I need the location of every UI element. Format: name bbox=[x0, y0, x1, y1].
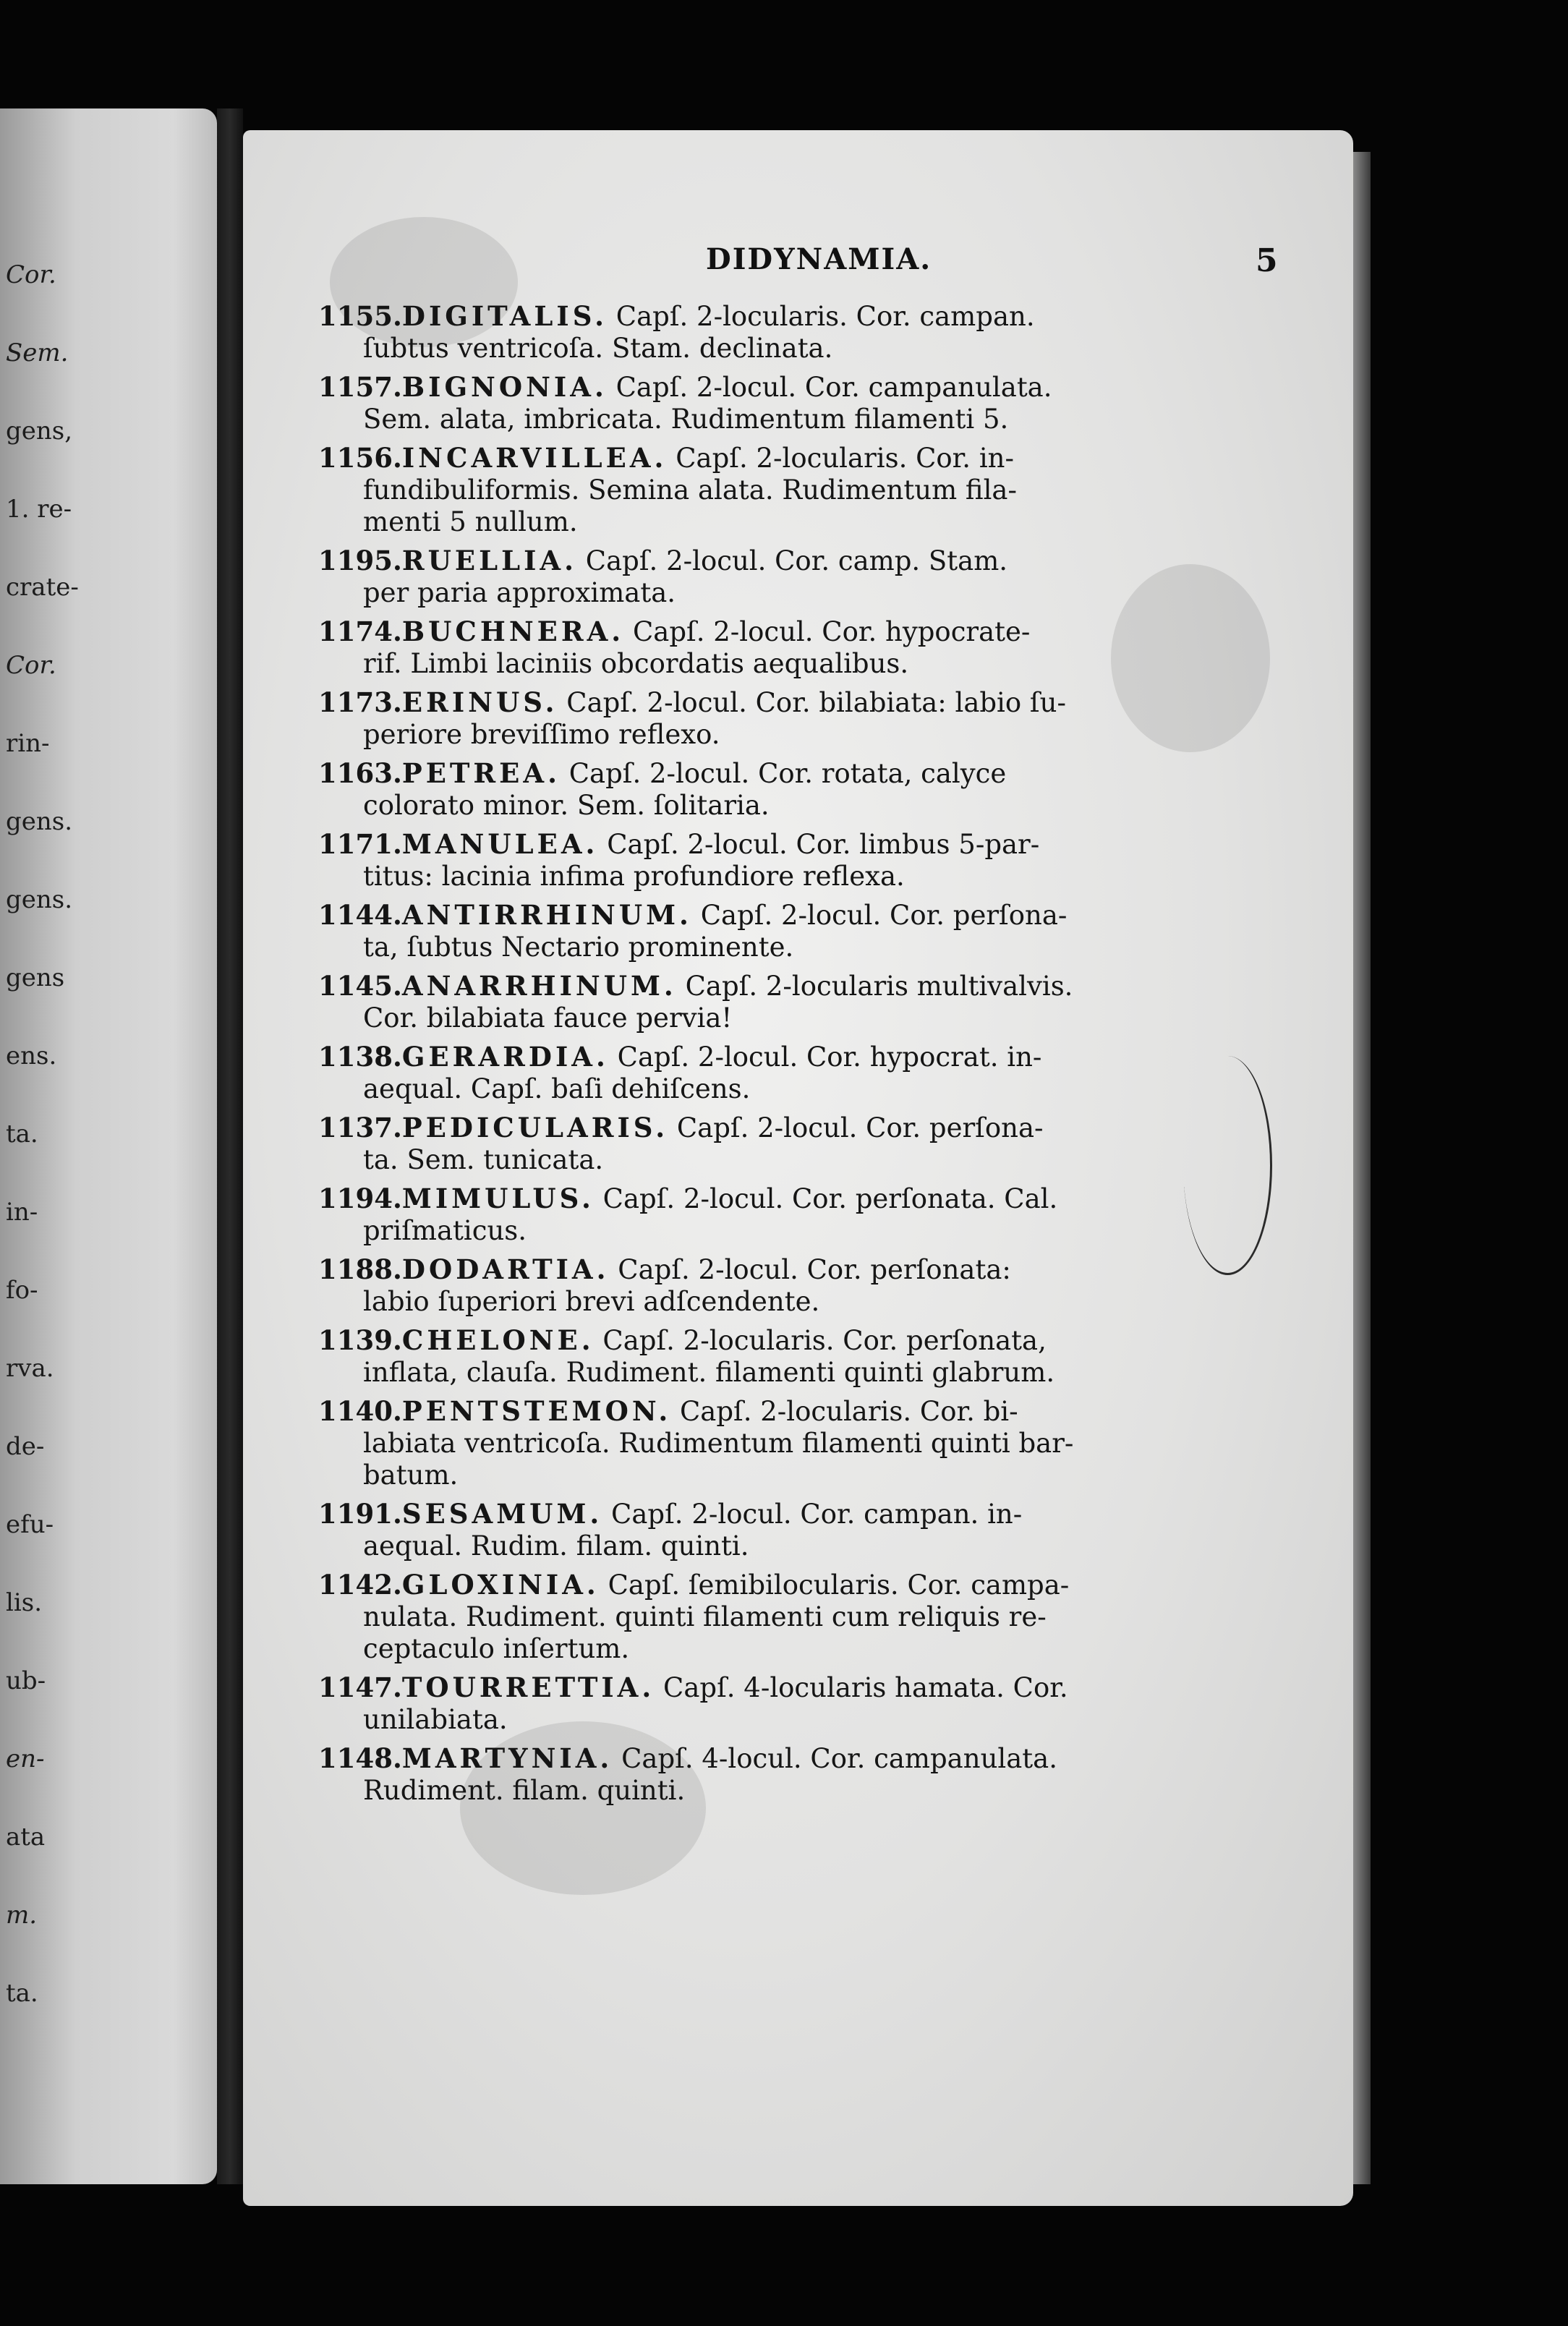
page-edge bbox=[1353, 152, 1371, 2184]
entry-description: Capſ. 2-locularis multivalvis. bbox=[676, 971, 1073, 1002]
entry-number: 1173. bbox=[318, 686, 402, 718]
left-page-text-fragment: ta. bbox=[6, 1979, 38, 2008]
entry-description: Capſ. 2-locul. Cor. campanulata. bbox=[607, 372, 1052, 403]
right-page bbox=[243, 130, 1353, 2206]
entry-number: 1171. bbox=[318, 828, 402, 860]
left-page-text-fragment: gens. bbox=[6, 885, 73, 914]
entry-number: 1148. bbox=[318, 1742, 402, 1774]
genus-entry bbox=[318, 1671, 1353, 1736]
genus-entry bbox=[318, 442, 1353, 538]
left-page-text-fragment: lis. bbox=[6, 1588, 43, 1617]
genus-list bbox=[318, 300, 1353, 1813]
entry-description: Capſ. 2-locularis. Cor. perſonata, bbox=[594, 1325, 1047, 1356]
left-page-text-fragment: Cor. bbox=[6, 651, 56, 680]
entry-first-line bbox=[318, 1253, 1353, 1286]
entry-first-line bbox=[318, 1041, 1353, 1073]
genus-name: CHELONE. bbox=[401, 1324, 595, 1356]
genus-name: MANULEA. bbox=[401, 828, 599, 860]
entry-description: Capſ. 2-locul. Cor. limbus 5-par- bbox=[598, 829, 1040, 860]
entry-description: nulata. Rudiment. quinti filamenti cum reliquis re- bbox=[363, 1601, 1047, 1632]
entry-continuation-line bbox=[318, 648, 1353, 680]
genus-entry bbox=[318, 615, 1353, 680]
entry-continuation-line bbox=[318, 1633, 1353, 1665]
entry-continuation-line bbox=[318, 932, 1353, 963]
entry-description: Capſ. 2-locul. Cor. perſona- bbox=[668, 1112, 1044, 1143]
genus-name: DIGITALIS. bbox=[401, 300, 608, 332]
genus-entry bbox=[318, 970, 1353, 1034]
entry-description: Capſ. 2-locularis. Cor. campan. bbox=[608, 301, 1035, 332]
entry-description: Capſ. 2-locul. Cor. perſona- bbox=[691, 900, 1068, 931]
entry-continuation-line bbox=[318, 1704, 1353, 1736]
entry-number: 1144. bbox=[318, 899, 402, 931]
genus-name: GLOXINIA. bbox=[401, 1569, 600, 1601]
entry-first-line bbox=[318, 686, 1353, 719]
entry-continuation-line bbox=[318, 861, 1353, 893]
entry-first-line bbox=[318, 1395, 1353, 1428]
entry-number: 1163. bbox=[318, 757, 402, 789]
genus-name: ERINUS. bbox=[401, 686, 558, 718]
entry-description: Rudiment. filam. quinti. bbox=[363, 1775, 686, 1806]
entry-description: labiata ventricoſa. Rudimentum filamenti quinti bar- bbox=[363, 1428, 1074, 1459]
entry-first-line bbox=[318, 828, 1353, 861]
genus-entry bbox=[318, 1324, 1353, 1389]
entry-description: periore breviſſimo reflexo. bbox=[363, 719, 720, 750]
genus-name: GERARDIA. bbox=[401, 1041, 609, 1073]
genus-name: PENTSTEMON. bbox=[401, 1395, 672, 1427]
entry-first-line bbox=[318, 442, 1353, 474]
entry-number: 1191. bbox=[318, 1498, 402, 1530]
genus-name: BIGNONIA. bbox=[401, 371, 608, 403]
entry-first-line bbox=[318, 1569, 1353, 1601]
entry-description: Cor. bilabiata fauce pervia! bbox=[363, 1002, 733, 1034]
entry-description: aequal. Rudim. filam. quinti. bbox=[363, 1530, 749, 1562]
genus-entry bbox=[318, 545, 1353, 609]
entry-continuation-line bbox=[318, 1530, 1353, 1562]
entry-description: inflata, clauſa. Rudiment. filamenti quinti glabrum. bbox=[363, 1357, 1055, 1388]
genus-name: BUCHNERA. bbox=[401, 615, 625, 647]
entry-description: Capſ. 2-locul. Cor. perſonata. Cal. bbox=[594, 1183, 1058, 1214]
entry-number: 1142. bbox=[318, 1569, 402, 1601]
left-page-fragment bbox=[0, 108, 217, 2184]
book-gutter bbox=[217, 108, 243, 2184]
entry-first-line bbox=[318, 545, 1353, 577]
pen-mark bbox=[1183, 1056, 1272, 1275]
entry-description: titus: lacinia infima profundiore reflexa. bbox=[363, 861, 905, 892]
left-page-text-fragment: gens bbox=[6, 963, 65, 992]
entry-number: 1147. bbox=[318, 1671, 402, 1703]
genus-entry bbox=[318, 300, 1353, 365]
entry-description: batum. bbox=[363, 1460, 459, 1491]
left-page-text-fragment: gens, bbox=[6, 417, 73, 446]
entry-description: labio ſuperiori brevi adſcendente. bbox=[363, 1286, 820, 1317]
left-page-text-fragment: efu- bbox=[6, 1510, 54, 1539]
entry-number: 1188. bbox=[318, 1253, 402, 1285]
entry-first-line bbox=[318, 1671, 1353, 1704]
entry-number: 1155. bbox=[318, 300, 402, 332]
left-page-text-fragment: Cor. bbox=[6, 260, 56, 289]
left-page-text-fragment: Sem. bbox=[6, 338, 69, 367]
entry-first-line bbox=[318, 899, 1353, 932]
left-page-text-fragment: m. bbox=[6, 1901, 38, 1930]
left-page-text-fragment: rin- bbox=[6, 729, 50, 758]
entry-description: ta. Sem. tunicata. bbox=[363, 1144, 604, 1175]
left-page-text-fragment: de- bbox=[6, 1432, 45, 1461]
left-page-text-fragment: 1. re- bbox=[6, 495, 72, 524]
entry-description: Capſ. ſemibilocularis. Cor. campa- bbox=[599, 1569, 1070, 1601]
entry-continuation-line bbox=[318, 1460, 1353, 1491]
entry-description: rif. Limbi laciniis obcordatis aequalibus. bbox=[363, 648, 909, 679]
entry-continuation-line bbox=[318, 1775, 1353, 1807]
left-page-text-fragment: in- bbox=[6, 1198, 38, 1227]
entry-first-line bbox=[318, 1498, 1353, 1530]
genus-name: MARTYNIA. bbox=[401, 1742, 613, 1774]
entry-number: 1137. bbox=[318, 1112, 402, 1143]
running-title: DIDYNAMIA. bbox=[706, 242, 932, 276]
entry-description: Capſ. 2-locul. Cor. rotata, calyce bbox=[560, 758, 1007, 789]
entry-first-line bbox=[318, 615, 1353, 648]
entry-number: 1140. bbox=[318, 1395, 402, 1427]
genus-entry bbox=[318, 371, 1353, 435]
entry-description: per paria approximata. bbox=[363, 577, 676, 608]
genus-name: ANARRHINUM. bbox=[401, 970, 677, 1002]
entry-description: ſubtus ventricoſa. Stam. declinata. bbox=[363, 333, 833, 364]
entry-continuation-line bbox=[318, 577, 1353, 609]
genus-entry bbox=[318, 1498, 1353, 1562]
entry-number: 1156. bbox=[318, 442, 402, 474]
left-page-text-fragment: crate- bbox=[6, 573, 79, 602]
genus-entry bbox=[318, 1395, 1353, 1491]
entry-description: ceptaculo inſertum. bbox=[363, 1633, 630, 1664]
entry-first-line bbox=[318, 970, 1353, 1002]
genus-entry bbox=[318, 828, 1353, 893]
left-page-text-fragment: ens. bbox=[6, 1041, 57, 1070]
genus-entry bbox=[318, 1742, 1353, 1807]
left-page-text-fragment: ata bbox=[6, 1823, 46, 1852]
entry-description: menti 5 nullum. bbox=[363, 506, 578, 537]
entry-continuation-line bbox=[318, 1002, 1353, 1034]
left-page-text-fragment: en- bbox=[6, 1744, 45, 1773]
entry-description: fundibuliformis. Semina alata. Rudimentum fila- bbox=[363, 474, 1017, 506]
entry-first-line bbox=[318, 371, 1353, 404]
entry-description: Capſ. 2-locul. Cor. bilabiata: labio ſu- bbox=[558, 687, 1066, 718]
entry-description: aequal. Capſ. baſi dehiſcens. bbox=[363, 1073, 751, 1104]
entry-number: 1138. bbox=[318, 1041, 402, 1073]
left-page-text-fragment: ta. bbox=[6, 1120, 38, 1149]
genus-entry bbox=[318, 899, 1353, 963]
entry-first-line bbox=[318, 757, 1353, 790]
left-page-text-fragment: rva. bbox=[6, 1354, 54, 1383]
left-page-text-fragment: ub- bbox=[6, 1666, 46, 1695]
entry-description: Capſ. 2-locularis. Cor. bi- bbox=[671, 1396, 1018, 1427]
genus-name: RUELLIA. bbox=[401, 545, 578, 576]
entry-continuation-line bbox=[318, 474, 1353, 506]
entry-number: 1139. bbox=[318, 1324, 402, 1356]
entry-continuation-line bbox=[318, 1357, 1353, 1389]
entry-number: 1195. bbox=[318, 545, 402, 576]
entry-description: Sem. alata, imbricata. Rudimentum filamenti 5. bbox=[363, 404, 1009, 435]
genus-entry bbox=[318, 686, 1353, 751]
entry-description: Capſ. 2-locularis. Cor. in- bbox=[667, 443, 1014, 474]
left-page-text-fragment: gens. bbox=[6, 807, 73, 836]
entry-description: colorato minor. Sem. ſolitaria. bbox=[363, 790, 770, 821]
entry-continuation-line bbox=[318, 790, 1353, 822]
genus-name: INCARVILLEA. bbox=[401, 442, 668, 474]
entry-number: 1174. bbox=[318, 615, 402, 647]
entry-number: 1157. bbox=[318, 371, 402, 403]
entry-first-line bbox=[318, 1742, 1353, 1775]
genus-name: ANTIRRHINUM. bbox=[401, 899, 692, 931]
entry-description: priſmaticus. bbox=[363, 1215, 527, 1246]
genus-entry bbox=[318, 1253, 1353, 1318]
entry-continuation-line bbox=[318, 404, 1353, 435]
entry-first-line bbox=[318, 1324, 1353, 1357]
entry-description: ta, ſubtus Nectario prominente. bbox=[363, 932, 794, 963]
genus-name: DODARTIA. bbox=[401, 1253, 610, 1285]
entry-description: Capſ. 2-locul. Cor. camp. Stam. bbox=[577, 545, 1008, 576]
entry-continuation-line bbox=[318, 333, 1353, 365]
genus-name: MIMULUS. bbox=[401, 1183, 595, 1214]
genus-name: TOURRETTIA. bbox=[401, 1671, 655, 1703]
entry-continuation-line bbox=[318, 1428, 1353, 1460]
entry-description: Capſ. 4-locularis hamata. Cor. bbox=[655, 1672, 1068, 1703]
entry-first-line bbox=[318, 300, 1353, 333]
entry-number: 1194. bbox=[318, 1183, 402, 1214]
genus-name: PETREA. bbox=[401, 757, 561, 789]
entry-continuation-line bbox=[318, 506, 1353, 538]
genus-entry bbox=[318, 1569, 1353, 1665]
entry-number: 1145. bbox=[318, 970, 402, 1002]
genus-name: SESAMUM. bbox=[401, 1498, 603, 1530]
entry-description: unilabiata. bbox=[363, 1704, 508, 1735]
entry-description: Capſ. 2-locul. Cor. hypocrat. in- bbox=[608, 1041, 1042, 1073]
page-header bbox=[243, 242, 1353, 286]
entry-description: Capſ. 2-locul. Cor. hypocrate- bbox=[624, 616, 1031, 647]
entry-continuation-line bbox=[318, 1601, 1353, 1633]
page-number: 5 bbox=[1256, 242, 1278, 279]
entry-continuation-line bbox=[318, 1286, 1353, 1318]
entry-description: Capſ. 4-locul. Cor. campanulata. bbox=[613, 1743, 1057, 1774]
genus-name: PEDICULARIS. bbox=[401, 1112, 669, 1143]
entry-continuation-line bbox=[318, 719, 1353, 751]
entry-description: Capſ. 2-locul. Cor. perſonata: bbox=[609, 1254, 1011, 1285]
entry-description: Capſ. 2-locul. Cor. campan. in- bbox=[602, 1499, 1023, 1530]
genus-entry bbox=[318, 757, 1353, 822]
left-page-text-fragment: fo- bbox=[6, 1276, 38, 1305]
